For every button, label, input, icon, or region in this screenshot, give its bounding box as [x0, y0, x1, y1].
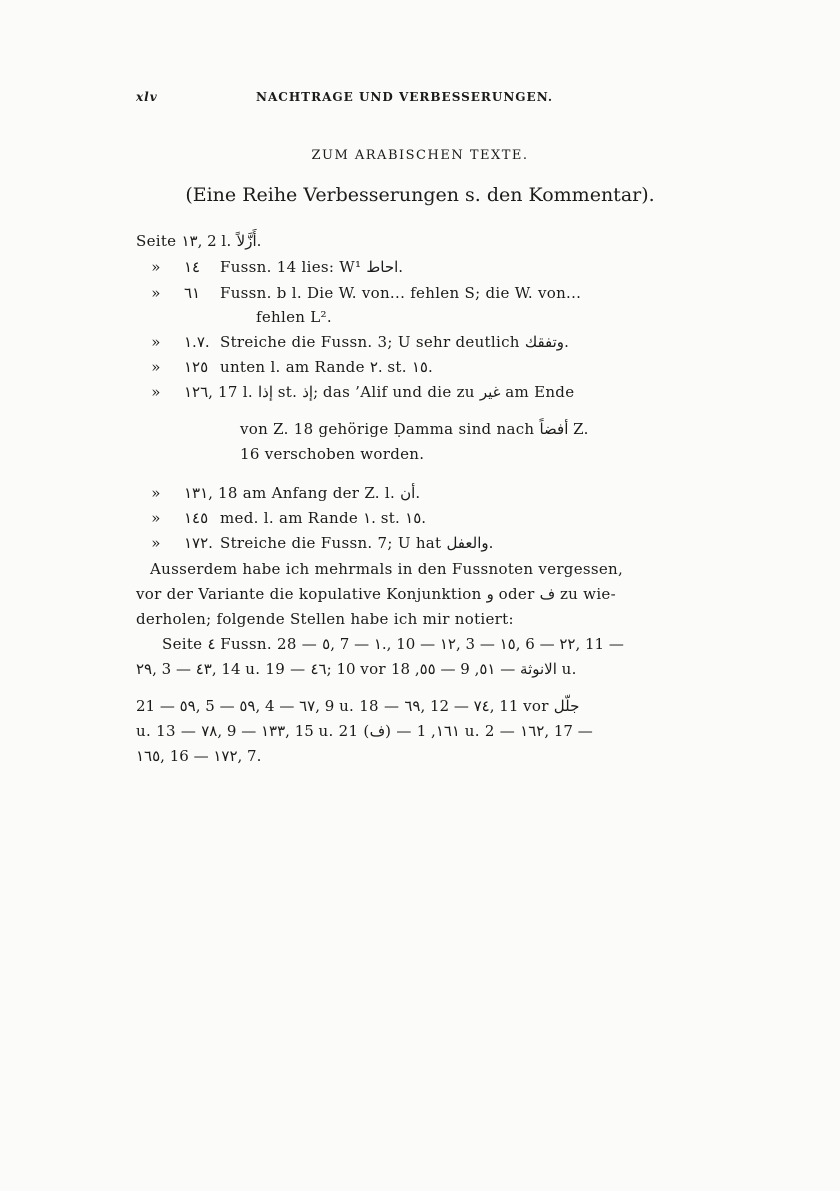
- entry-text: Streiche die Fussn. 3; U sehr deutlich وتفقك.: [220, 333, 569, 351]
- entry-ref: ١٣١,: [184, 484, 213, 502]
- running-title: NACHTRAGE UND VERBESSERUNGEN.: [256, 90, 554, 104]
- ditto-mark: »: [151, 258, 161, 276]
- paragraph-line: 21 — ٥٩, 5 — ٥٩, 4 — ٦٧, 9 u. 18 — ٦٩, 12 — ٧٤, 11 vor جلّل: [136, 697, 580, 715]
- entry-ref: Seite ١٣, 2 l. أَزَّلاً.: [136, 232, 262, 250]
- entry-text: med. l. am Rande ١. st. ١٥.: [220, 509, 427, 527]
- entry-ref: ١٧٢.: [184, 534, 213, 552]
- entry-text: 16 verschoben worden.: [240, 445, 425, 463]
- paragraph-line: Ausserdem habe ich mehrmals in den Fussnoten vergessen,: [150, 560, 624, 578]
- entry-text: Streiche die Fussn. 7; U hat والعفل.: [220, 534, 494, 552]
- entry-ref: ١٢٦,: [184, 383, 213, 401]
- entry-line: [136, 232, 261, 250]
- ditto-mark: »: [151, 484, 161, 502]
- entry-text: von Z. 18 gehörige Ḍamma sind nach أفضاً Z.: [240, 420, 589, 438]
- ditto-mark: »: [151, 333, 161, 351]
- entry-text: Fussn. 14 lies: W¹ احاط.: [220, 258, 404, 276]
- entry-text: Fussn. b l. Die W. von... fehlen S; die W. von...: [220, 284, 582, 302]
- entry-text: fehlen L².: [256, 308, 332, 326]
- entry-text: unten l. am Rande ٢. st. ١٥.: [220, 358, 433, 376]
- ditto-mark: »: [151, 534, 161, 552]
- paragraph-line: vor der Variante die kopulative Konjunktion و oder ف zu wie-: [136, 585, 616, 603]
- entry-ref: ١.٧.: [184, 333, 210, 351]
- page-number: xlv: [136, 90, 158, 104]
- entry-ref: ١٤: [184, 258, 201, 276]
- entry-text: 17 l. إذا st. إذ; das ’Alif und die zu غير am Ende: [218, 383, 575, 401]
- subtitle: (Eine Reihe Verbesserungen s. den Kommentar).: [185, 184, 655, 206]
- entry-ref: ١٢٥: [184, 358, 209, 376]
- paragraph-line: ٢٩, 3 — ٤٣, 14 u. 19 — ٤٦; 10 vor الانوثة — ٥١, 9 — ٥٥, 18 u.: [136, 660, 577, 678]
- ditto-mark: »: [151, 383, 161, 401]
- entry-text: 18 am Anfang der Z. l. أن.: [218, 484, 421, 502]
- ditto-mark: »: [151, 284, 161, 302]
- entry-ref: ١٤٥: [184, 509, 209, 527]
- paragraph-line: ١٦٥, 16 — ١٧٢, 7.: [136, 747, 262, 765]
- ditto-mark: »: [151, 358, 161, 376]
- paragraph-line: Seite ٤ Fussn. 28 — ٥, 7 — ١., 10 — ١٢, 3 — ١٥, 6 — ٢٢, 11 —: [162, 635, 624, 653]
- paragraph-line: derholen; folgende Stellen habe ich mir notiert:: [136, 610, 514, 628]
- entry-ref: ٦١: [184, 284, 201, 302]
- ditto-mark: »: [151, 509, 161, 527]
- paragraph-line: u. 13 — ٧٨, 9 — ١٣٣, 15 u. 21 (ف) — ١٦١, 1 u. 2 — ١٦٢, 17 —: [136, 722, 593, 740]
- section-title: ZUM ARABISCHEN TEXTE.: [311, 148, 529, 163]
